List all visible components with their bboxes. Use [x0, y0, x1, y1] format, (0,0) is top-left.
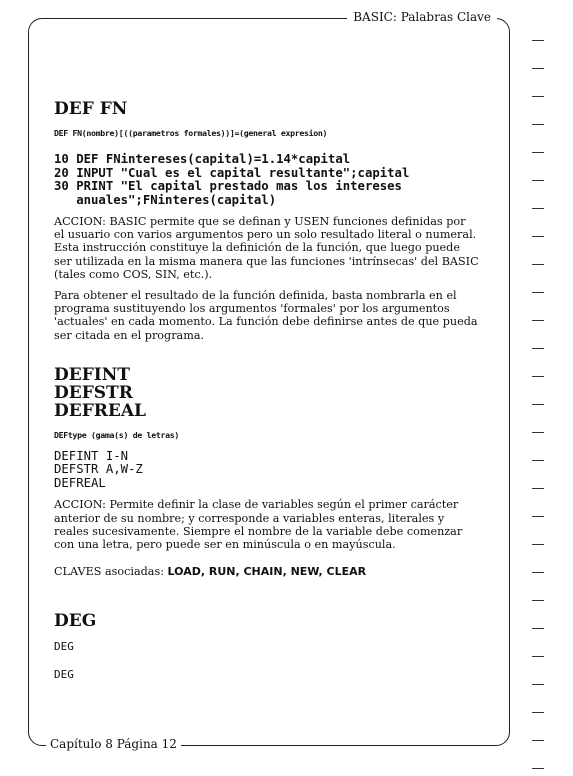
code-deg: DEG — [54, 667, 74, 681]
paragraph-line: Esta instrucción constituye la definición de la función, que luego puede — [54, 241, 460, 255]
code-line: DEFREAL — [54, 475, 106, 490]
margin-tick — [532, 712, 544, 713]
margin-tick — [532, 236, 544, 237]
margin-tick — [532, 600, 544, 601]
margin-tick — [532, 292, 544, 293]
claves-prefix: CLAVES asociadas: — [54, 565, 168, 579]
paragraph-line: (tales como COS, SIN, etc.). — [54, 267, 213, 281]
code-line: 30 PRINT "El capital prestado mas los intereses — [54, 179, 402, 193]
margin-tick — [532, 684, 544, 685]
code-line: DEFINT I-N — [54, 448, 129, 463]
margin-tick — [532, 40, 544, 41]
claves-asociadas — [54, 565, 500, 578]
margin-tick — [532, 68, 544, 69]
code-line: 10 DEF FNintereses(capital)=1.14*capital — [54, 152, 351, 166]
section-heading-def-fn: DEF FN — [54, 99, 128, 119]
margin-tick — [532, 516, 544, 517]
code-line: anuales";FNinteres(capital) — [54, 192, 277, 207]
margin-tick — [532, 432, 544, 433]
code-block-deftype — [54, 450, 500, 491]
margin-tick — [532, 488, 544, 489]
margin-tick — [532, 208, 544, 209]
paragraph-def-fn-uso — [54, 289, 500, 342]
page-content — [54, 100, 500, 681]
paragraph-line: reales sucesivamente. Siempre el nombre de la variable debe comenzar — [54, 524, 463, 538]
margin-tick — [532, 180, 544, 181]
margin-tick — [532, 544, 544, 545]
paragraph-line: el usuario con varios argumentos pero un solo resultado literal o numeral. — [54, 228, 477, 242]
section-heading-defstr: DEFSTR — [54, 382, 133, 403]
syntax-def-fn: DEF FN(nombre)[((parametros formales))]=(general expresion) — [54, 128, 328, 138]
margin-tick — [532, 628, 544, 629]
margin-tick — [532, 348, 544, 349]
margin-tick — [532, 572, 544, 573]
section-heading-deftype — [54, 366, 500, 420]
margin-tick — [532, 320, 544, 321]
margin-tick — [532, 768, 544, 769]
code-line: DEFSTR A,W-Z — [54, 462, 143, 477]
paragraph-line: ser utilizada en la misma manera que las funciones 'intrínsecas' del BASIC — [54, 254, 479, 268]
code-line: 20 INPUT "Cual es el capital resultante";capital — [54, 165, 410, 180]
paragraph-line: programa sustituyendo los argumentos 'formales' por los argumentos — [54, 302, 450, 316]
paragraph-def-fn-accion — [54, 215, 500, 281]
paragraph-line: ACCION: Permite definir la clase de variables según el primer carácter — [54, 498, 459, 512]
page-header-title: BASIC: Palabras Clave — [347, 10, 497, 24]
margin-tick — [532, 376, 544, 377]
margin-tick — [532, 460, 544, 461]
page-footer-label: Capítulo 8 Página 12 — [46, 737, 181, 751]
paragraph-line: 'actuales' en cada momento. La función debe definirse antes de que pueda — [54, 315, 478, 329]
code-block-def-fn — [54, 153, 500, 207]
margin-tick — [532, 152, 544, 153]
margin-tick — [532, 740, 544, 741]
syntax-deg: DEG — [54, 640, 74, 654]
margin-tick — [532, 96, 544, 97]
margin-tick-marks — [532, 0, 548, 776]
section-heading-deg: DEG — [54, 611, 97, 632]
section-heading-defint: DEFINT — [54, 364, 130, 385]
claves-list: LOAD, RUN, CHAIN, NEW, CLEAR — [167, 565, 367, 579]
paragraph-line: con una letra, pero puede ser en minúscula o en mayúscula. — [54, 537, 396, 551]
paragraph-line: ACCION: BASIC permite que se definan y USEN funciones definidas por — [54, 215, 466, 228]
paragraph-deftype-accion — [54, 498, 500, 551]
margin-tick — [532, 264, 544, 265]
margin-tick — [532, 404, 544, 405]
paragraph-line: anterior de su nombre; y corresponde a variables enteras, literales y — [54, 511, 445, 525]
paragraph-line: Para obtener el resultado de la función definida, basta nombrarla en el — [54, 289, 457, 303]
paragraph-line: ser citada en el programa. — [54, 328, 205, 342]
section-heading-defreal: DEFREAL — [54, 400, 146, 421]
margin-tick — [532, 124, 544, 125]
margin-tick — [532, 656, 544, 657]
syntax-deftype: DEFtype (gama(s) de letras) — [54, 429, 179, 440]
